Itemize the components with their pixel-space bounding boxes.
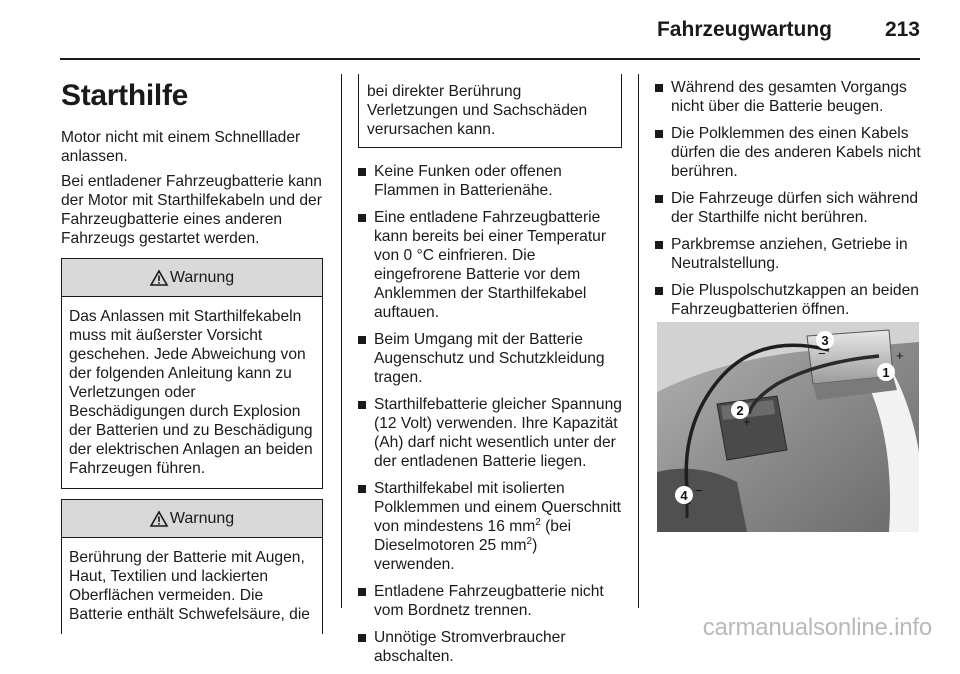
list-item: Die Fahrzeuge dürfen sich während der Starthilfe nicht berühren. <box>655 189 921 227</box>
list-item: Keine Funken oder offenen Flammen in Batterienähe. <box>358 162 622 200</box>
warning-label: Warnung <box>169 509 235 527</box>
column-1 <box>61 74 323 634</box>
minus-sign-label: − <box>695 483 703 498</box>
page-number: 213 <box>884 18 920 41</box>
bullet-square-icon <box>655 241 663 249</box>
bullet-square-icon <box>358 485 366 493</box>
running-header-title: Fahrzeugwartung <box>656 18 832 41</box>
list-item: Beim Umgang mit der Batterie Augenschutz und Schutzkleidung tragen. <box>358 330 622 387</box>
column-2 <box>358 74 622 674</box>
plus-sign-label: + <box>896 348 904 363</box>
watermark: carmanualsonline.info <box>702 614 932 641</box>
bullet-square-icon <box>358 401 366 409</box>
bullet-list <box>358 162 622 666</box>
column-divider <box>638 74 639 608</box>
warning-header <box>62 500 322 538</box>
bullet-square-icon <box>655 287 663 295</box>
callout-label: 3 <box>821 333 829 348</box>
list-item: Die Pluspolschutzkappen an beiden Fahrzeugbatterien öffnen. <box>655 281 921 319</box>
warning-triangle-icon <box>150 270 168 286</box>
callout-label: 2 <box>736 403 744 418</box>
list-item: Unnötige Stromverbraucher abschalten. <box>358 628 622 666</box>
warning-label: Warnung <box>169 268 235 286</box>
list-item: Parkbremse anziehen, Getriebe in Neutralstellung. <box>655 235 921 273</box>
list-item: Eine entladene Fahrzeugbatterie kann bereits bei einer Temperatur von 0 °C einfrieren. Die eingefrorene Batterie vor dem Anklemmen der Starthilfekabel auftauen. <box>358 208 622 322</box>
list-item: Starthilfebatterie gleicher Spannung (12 Volt) verwenden. Ihre Kapazität (Ah) darf nicht wesentlich unter der der entladenen Batterie liegen. <box>358 395 622 471</box>
warning-text: Das Anlassen mit Starthilfekabeln muss mit äußerster Vorsicht geschehen. Jede Abweichung von der folgenden Anleitung kann zu Verletzungen oder Beschädigungen durch Explosion der Batterien und zu Beschädigung der elektrischen Anlagen an beiden Fahrzeugen führen. <box>69 308 313 477</box>
callout-label: 1 <box>882 365 890 380</box>
warning-box <box>61 258 323 489</box>
column-3 <box>655 74 921 327</box>
column-divider <box>341 74 342 608</box>
section-title: Starthilfe <box>61 79 189 112</box>
bullet-square-icon <box>655 195 663 203</box>
bullet-square-icon <box>358 168 366 176</box>
callout-label: 4 <box>680 488 688 503</box>
bullet-square-icon <box>358 634 366 642</box>
bullet-square-icon <box>655 84 663 92</box>
warning-continuation: bei direkter Berührung Verletzungen und Sachschäden verursachen kann. <box>358 74 622 148</box>
header-rule <box>60 58 920 60</box>
warning-text: Berührung der Batterie mit Augen, Haut, Textilien und lackierten Oberflächen vermeiden. Die Batterie enthält Schwefelsäure, die <box>69 549 310 623</box>
list-item: Starthilfekabel mit isolierten Polklemmen und einem Querschnitt von mindestens 16 $mm^2$ (bei Dieselmotoren 25 $mm^2$) verwenden. <box>358 479 622 574</box>
intro-paragraph: Motor nicht mit einem Schnelllader anlassen. <box>61 129 301 165</box>
minus-sign-label: − <box>818 346 826 361</box>
intro-paragraph: Bei entladener Fahrzeugbatterie kann der Motor mit Starthilfekabeln und der Fahrzeugbatterie eines anderen Fahrzeugs gestartet werden. <box>61 173 322 247</box>
bullet-square-icon <box>358 336 366 344</box>
warning-box <box>61 499 323 634</box>
list-item: Entladene Fahrzeugbatterie nicht vom Bordnetz trennen. <box>358 582 622 620</box>
bullet-list <box>655 78 921 319</box>
bullet-square-icon <box>358 588 366 596</box>
warning-triangle-icon <box>150 511 168 527</box>
bullet-square-icon <box>655 130 663 138</box>
plus-sign-label: + <box>743 414 751 429</box>
warning-header <box>62 259 322 297</box>
list-item: Während des gesamten Vorgangs nicht über die Batterie beugen. <box>655 78 921 116</box>
jump-start-photo <box>657 322 919 532</box>
bullet-square-icon <box>358 214 366 222</box>
list-item: Die Polklemmen des einen Kabels dürfen die des anderen Kabels nicht berühren. <box>655 124 921 181</box>
